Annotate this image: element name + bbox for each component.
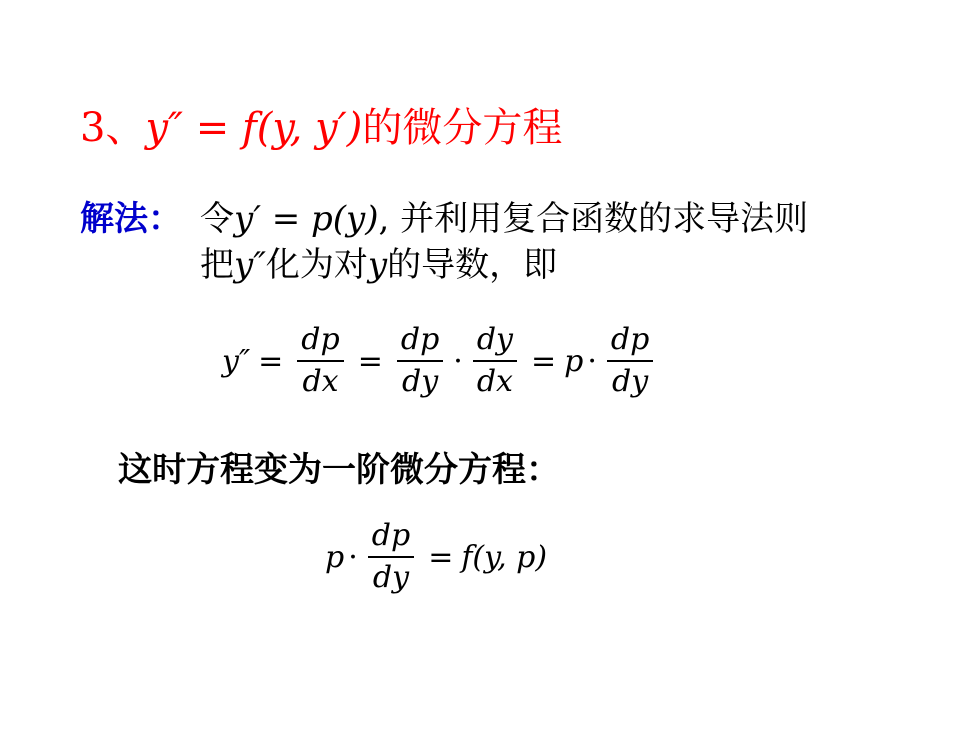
method-line2-b: 化为对: [265, 245, 368, 285]
reduction-note: 这时方程变为一阶微分方程：: [118, 450, 560, 490]
formula1-dot2: ·: [587, 343, 597, 379]
fraction-denominator: dx: [476, 364, 513, 399]
fraction-denominator: dy: [612, 364, 649, 399]
method-line1-eq: y′ = p(y): [234, 199, 379, 239]
method-line-2: [200, 242, 557, 288]
method-label: 解法：: [80, 199, 182, 239]
substitution-formula: [222, 322, 659, 400]
fraction-dy-dx: [473, 322, 517, 400]
fraction-dp-dy: [397, 322, 443, 400]
formula1-eq2: =: [357, 343, 383, 379]
formula2-dot: ·: [348, 539, 358, 575]
method-line1-b: , 并利用复合函数的求导法则: [378, 199, 809, 239]
method-line2-c: 的导数，即: [387, 245, 558, 285]
title-suffix: 的微分方程: [362, 105, 563, 151]
method-line2-y2: y″: [234, 245, 266, 285]
title-prefix: 3、: [80, 105, 146, 151]
formula1-dot1: ·: [453, 343, 463, 379]
fraction-numerator: dp: [371, 518, 411, 553]
method-line1-a: 令: [200, 199, 234, 239]
fraction-denominator: dy: [372, 560, 410, 595]
first-order-formula: [325, 518, 547, 596]
formula1-lhs: y″: [222, 343, 251, 379]
slide-title: [80, 100, 562, 156]
formula1-eq3: =: [530, 343, 557, 379]
formula2-p: p: [325, 539, 345, 575]
fraction-numerator: dp: [400, 322, 440, 357]
formula1-p: p: [564, 343, 584, 379]
formula2-eq: =: [428, 539, 454, 575]
fraction-denominator: dy: [401, 364, 439, 399]
fraction-dp-dy-3: [368, 518, 414, 596]
fraction-dp-dx: [297, 322, 343, 400]
fraction-numerator: dp: [301, 322, 340, 357]
method-line2-y: y: [367, 245, 388, 285]
method-line-1: [200, 196, 808, 242]
fraction-denominator: dx: [302, 364, 339, 399]
title-equation: y″ = f(y, y′): [145, 105, 363, 151]
fraction-numerator: dy: [476, 322, 513, 357]
fraction-dp-dy-2: [607, 322, 653, 400]
fraction-numerator: dp: [610, 322, 650, 357]
method-line2-a: 把: [200, 245, 234, 285]
formula2-rhs: f(y, p): [461, 539, 548, 575]
formula1-eq1: =: [258, 343, 284, 379]
